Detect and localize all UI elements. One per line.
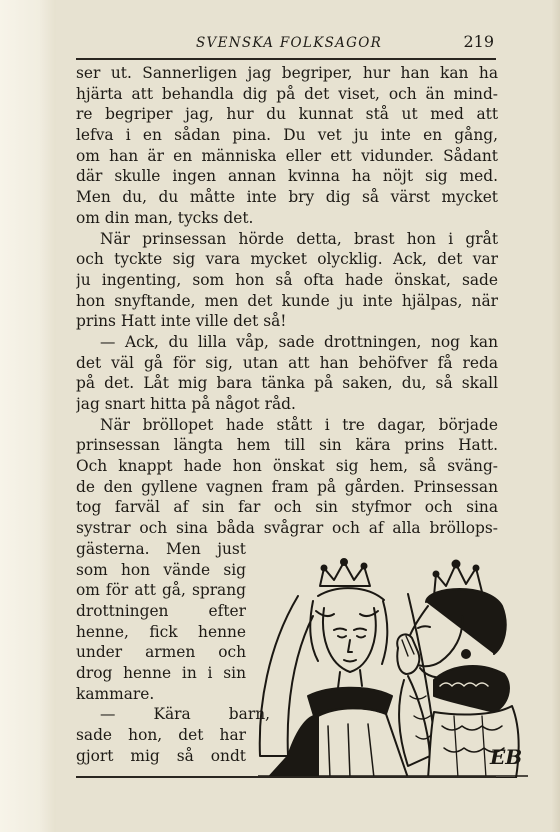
header-rule (76, 58, 496, 60)
book-gutter (0, 0, 56, 832)
queen-hair (426, 589, 506, 654)
text-line: — Kära barn, (100, 705, 270, 724)
text-line: gjort mig så ondt (76, 746, 246, 765)
illustrator-monogram: EB (490, 745, 523, 769)
text-line: om för att gå, sprang (76, 581, 246, 600)
text-line: När bröllopet hade stått i tre dagar, började (100, 415, 498, 434)
princess-dress (268, 716, 318, 778)
text-line: hjärta att behandla dig på det viset, och än mind- (76, 84, 498, 103)
text-line: När prinsessan hörde detta, brast hon i gråt (100, 229, 498, 248)
text-line: drottningen efter (76, 601, 246, 620)
page-number: 219 (463, 32, 494, 51)
text-line: prins Hatt inte ville det så! (76, 312, 287, 331)
queen-ruff (434, 666, 509, 712)
text-line: Men du, du måtte inte bry dig så värst mycket (76, 188, 498, 207)
text-line: re begriper jag, hur du kunnat stå ut med att (76, 105, 498, 124)
text-line: gästerna. Men just (76, 539, 246, 558)
text-line: där skulle ingen annan kvinna ha nöjt sig med. (76, 167, 498, 186)
text-line: om din man, tycks det. (76, 208, 254, 227)
text-line: Och knappt hade hon önskat sig hem, så sväng- (76, 457, 498, 476)
text-line: om han är en människa eller ett vidunder. Sådant (76, 146, 498, 165)
text-line: tog farväl af sin far och sin styfmor och sina (76, 498, 498, 517)
queen-sleeve (399, 676, 430, 766)
text-line: prinsessan längta hem till sin kära prins Hatt. (76, 436, 498, 455)
page-edge (552, 0, 560, 832)
text-line: ser ut. Sannerligen jag begriper, hur han kan ha (76, 64, 498, 82)
text-line: lefva i en sådan pina. Du vet ju inte en gång, (76, 126, 498, 145)
text-line: under armen och (76, 643, 246, 662)
text-line: ju ingenting, som hon så ofta hade önskat, sade (76, 270, 498, 289)
text-line: sade hon, det har (76, 726, 246, 744)
page-header (76, 32, 496, 56)
text-line: kammare. (76, 684, 155, 703)
text-line: och tyckte sig vara mycket olycklig. Ack, det var (76, 250, 498, 269)
text-line: på det. Låt mig bara tänka på saken, du, så skall (76, 374, 498, 393)
text-line: — Ack, du lilla våp, sade drottningen, nog kan (100, 332, 498, 351)
text-line: jag snart hitta på något råd. (76, 395, 296, 413)
text-line: som hon vände sig (76, 560, 246, 579)
text-line: hon snyftande, men det kunde ju inte hjälpas, när (76, 291, 498, 310)
text-line: henne, fick henne (76, 622, 246, 641)
running-title: SVENSKA FOLKSAGOR (196, 35, 383, 51)
text-line: drog henne in i sin (76, 663, 246, 682)
illustration-queen-and-princess (258, 556, 528, 778)
text-line: det väl gå för sig, utan att han behöfver få reda (76, 353, 498, 372)
footer-rule (76, 776, 496, 778)
text-line: systrar och sina båda svågrar och af alla bröllops- (76, 519, 498, 538)
text-line: de den gyllene vagnen fram på gården. Prinsessan (76, 477, 498, 496)
